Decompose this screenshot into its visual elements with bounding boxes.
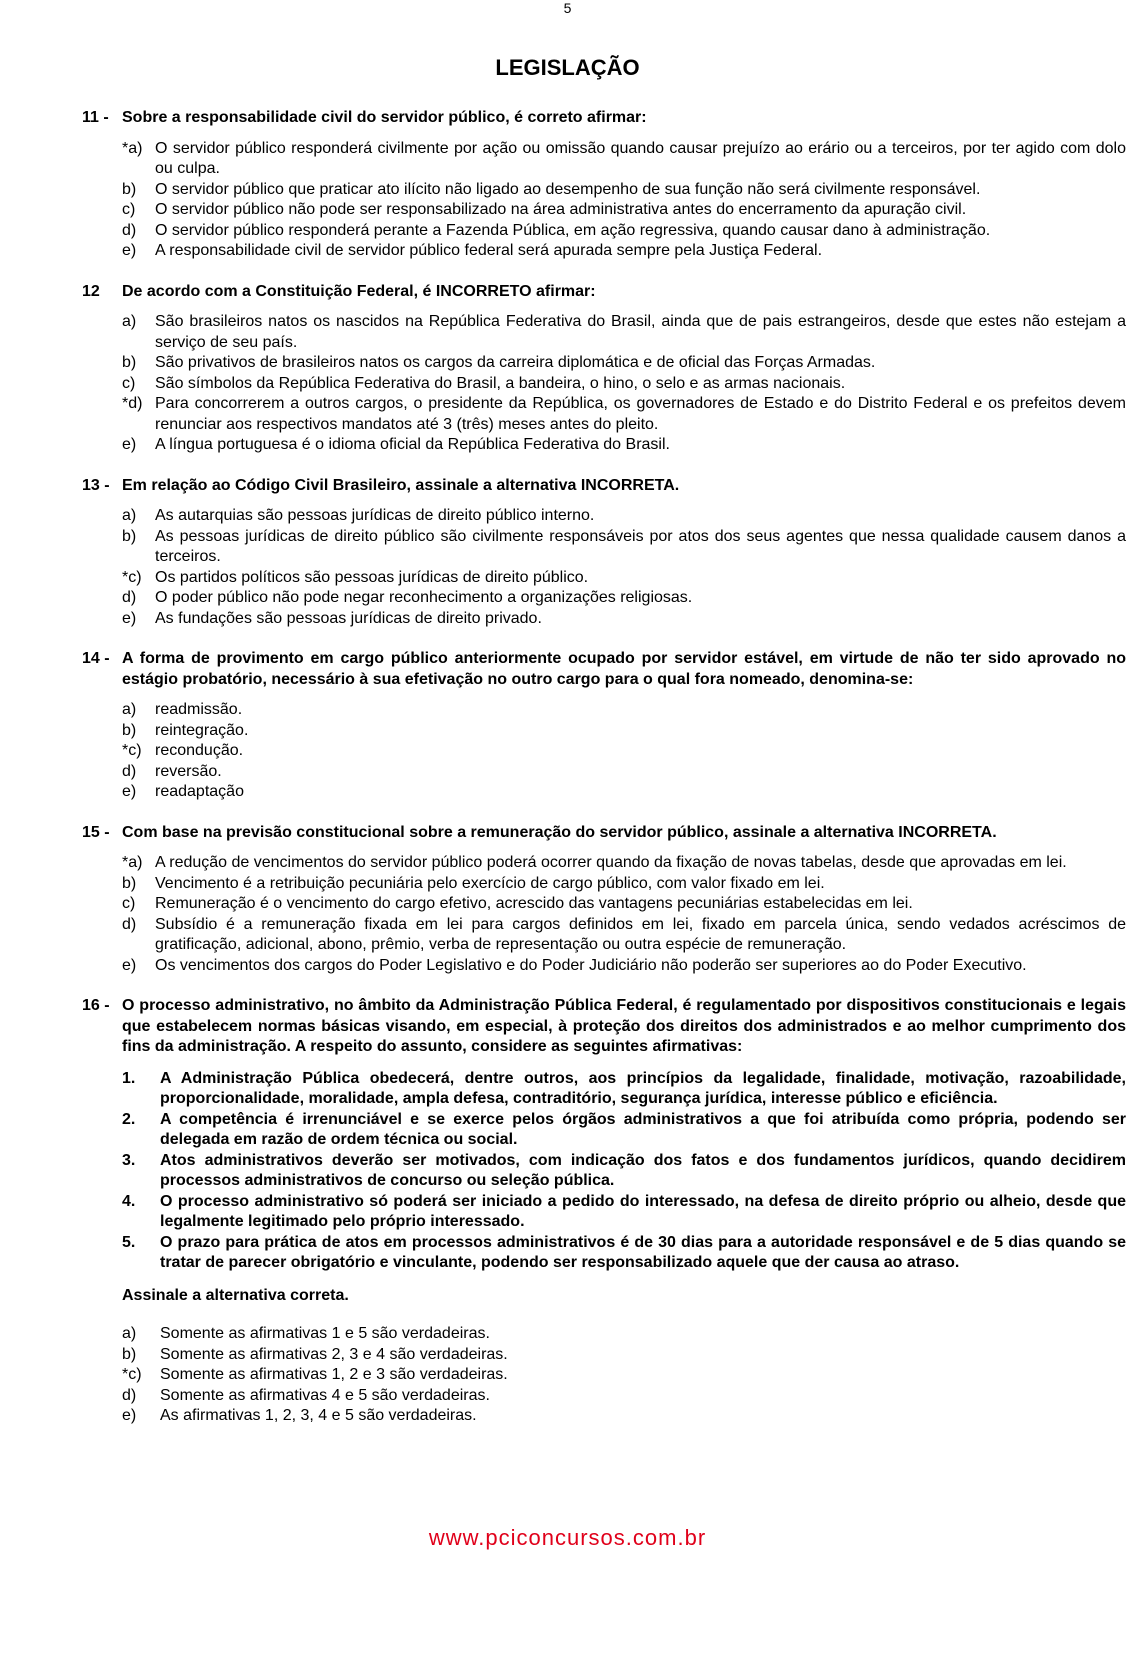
option-item [122, 435, 1126, 456]
option-letter: e) [122, 1407, 137, 1424]
option-letter: d) [122, 589, 137, 606]
question-text: A forma de provimento em cargo público anteriormente ocupado por servidor estável, em virtude de não ter sido aprovado no estágio probatório, necessário à sua efetivação no outro cargo para o qual fora nomeado, denomina-se: [122, 650, 1126, 688]
option-item [122, 956, 1126, 977]
question-text: Com base na previsão constitucional sobre a remuneração do servidor público, assinale a alternativa INCORRETA. [122, 823, 997, 841]
statement-text: A competência é irrenunciável e se exerce pelos órgãos administrativos a que foi atribuída como própria, podendo ser delegada em razão de ordem técnica ou social. [160, 1110, 1126, 1148]
option-item [122, 741, 1126, 762]
question-number: 16 - [82, 997, 110, 1014]
option-item [122, 180, 1126, 201]
option-item [122, 762, 1126, 783]
statement-list [82, 1069, 1126, 1274]
option-text: Somente as afirmativas 1, 2 e 3 são verdadeiras. [160, 1366, 508, 1383]
option-letter: e) [122, 956, 137, 974]
option-letter: d) [122, 221, 137, 239]
option-text: As fundações são pessoas jurídicas de direito privado. [155, 609, 542, 627]
option-text: A língua portuguesa é o idioma oficial da República Federativa do Brasil. [155, 436, 670, 453]
option-item [122, 1324, 1126, 1345]
question [82, 108, 1126, 262]
statement-number: 3. [122, 1151, 136, 1169]
option-item [122, 506, 1126, 527]
option-list [82, 1324, 1126, 1427]
option-item [122, 139, 1126, 180]
option-letter: *c) [122, 742, 142, 759]
statement-number: 2. [122, 1110, 136, 1128]
option-item [122, 721, 1126, 742]
option-text: Somente as afirmativas 1 e 5 são verdadeiras. [160, 1325, 490, 1342]
option-text: O poder público não pode negar reconhecimento a organizações religiosas. [155, 589, 693, 606]
questions-container [82, 108, 1126, 1447]
option-letter: b) [122, 1345, 137, 1363]
instruction-text: Assinale a alternativa correta. [122, 1286, 349, 1304]
option-item [122, 700, 1126, 721]
option-item [122, 527, 1126, 568]
statement-item [122, 1151, 1126, 1192]
option-letter: a) [122, 701, 137, 718]
option-text: As autarquias são pessoas jurídicas de direito público interno. [155, 507, 595, 524]
option-letter: c) [122, 374, 136, 392]
statement-item [122, 1192, 1126, 1233]
option-text: As afirmativas 1, 2, 3, 4 e 5 são verdadeiras. [160, 1407, 477, 1424]
statement-number: 5. [122, 1233, 136, 1251]
question [82, 282, 1126, 456]
option-letter: c) [122, 201, 136, 218]
option-text: A redução de vencimentos do servidor público poderá ocorrer quando da fixação de novas tabelas, desde que aprovadas em lei. [155, 854, 1067, 871]
option-letter: d) [122, 762, 137, 780]
option-letter: *a) [122, 139, 143, 157]
option-text: readaptação [155, 783, 244, 800]
question-header [82, 823, 1126, 844]
option-list [82, 853, 1126, 976]
option-item [122, 312, 1126, 353]
statement-item [122, 1110, 1126, 1151]
option-item [122, 874, 1126, 895]
option-letter: a) [122, 507, 137, 524]
question-number: 14 - [82, 650, 110, 667]
question-number: 12 [82, 282, 100, 300]
option-text: As pessoas jurídicas de direito público são civilmente responsáveis por atos dos seus agentes que nessa qualidade causem danos a terceiros. [155, 527, 1126, 565]
option-text: São símbolos da República Federativa do Brasil, a bandeira, o hino, o selo e as armas nacionais. [155, 374, 846, 392]
option-item [122, 894, 1126, 915]
question-header [82, 996, 1126, 1058]
option-text: reintegração. [155, 721, 249, 739]
question-text: Em relação ao Código Civil Brasileiro, assinale a alternativa INCORRETA. [122, 476, 680, 494]
option-letter: *c) [122, 1366, 142, 1383]
option-letter: d) [122, 915, 137, 933]
page-title: LEGISLAÇÃO [495, 55, 640, 80]
question-16 [82, 996, 1126, 1427]
statement-item [122, 1069, 1126, 1110]
option-text: Somente as afirmativas 2, 3 e 4 são verdadeiras. [160, 1345, 508, 1363]
question-number: 13 - [82, 476, 110, 494]
option-list [82, 139, 1126, 262]
question-text: Sobre a responsabilidade civil do servidor público, é correto afirmar: [122, 109, 647, 126]
option-letter: *c) [122, 568, 142, 586]
option-letter: e) [122, 436, 137, 453]
statement-number: 1. [122, 1069, 136, 1087]
option-letter: b) [122, 180, 137, 198]
option-text: Os vencimentos dos cargos do Poder Legislativo e do Poder Judiciário não poderão ser superiores ao do Poder Executivo. [155, 956, 1027, 974]
option-list [82, 312, 1126, 456]
option-item [122, 1406, 1126, 1427]
option-letter: e) [122, 783, 137, 800]
question-text: De acordo com a Constituição Federal, é INCORRETO afirmar: [122, 282, 596, 300]
option-letter: e) [122, 242, 137, 259]
question-header [82, 282, 1126, 303]
option-letter: b) [122, 721, 137, 739]
option-text: Remuneração é o vencimento do cargo efetivo, acrescido das vantagens pecuniárias estabelecidas em lei. [155, 895, 913, 912]
option-item [122, 353, 1126, 374]
question-header [82, 108, 1126, 129]
option-letter: d) [122, 1386, 137, 1404]
option-text: Somente as afirmativas 4 e 5 são verdadeiras. [160, 1386, 490, 1404]
option-text: Subsídio é a remuneração fixada em lei para cargos definidos em lei, fixado em parcela única, sendo vedados acréscimos de gratificação, adicional, abono, prêmio, verba de representação ou outra espécie de remuneração. [155, 915, 1126, 953]
option-item [122, 200, 1126, 221]
statement-text: O processo administrativo só poderá ser iniciado a pedido do interessado, na defesa de direito próprio ou alheio, desde que legalmente legitimado pelo próprio interessado. [160, 1192, 1126, 1230]
option-text: reversão. [155, 762, 222, 780]
option-letter: a) [122, 1325, 137, 1342]
option-text: O servidor público não pode ser responsabilizado na área administrativa antes do encerramento da apuração civil. [155, 201, 967, 218]
statement-text: O prazo para prática de atos em processos administrativos é de 30 dias para a autoridade responsável e de 5 dias quando se tratar de parecer obrigatório e vinculante, podendo ser responsabilizado aquele que der causa ao atraso. [160, 1233, 1126, 1271]
statement-item [122, 1233, 1126, 1274]
question [82, 823, 1126, 977]
option-letter: b) [122, 527, 137, 545]
option-text: Vencimento é a retribuição pecuniária pelo exercício de cargo público, com valor fixado em lei. [155, 874, 825, 892]
statement-text: A Administração Pública obedecerá, dentre outros, aos princípios da legalidade, finalidade, motivação, razoabilidade, proporcionalidade, moralidade, ampla defesa, contraditório, segurança jurídica, interesse público e eficiência. [160, 1069, 1126, 1107]
option-item [122, 853, 1126, 874]
option-letter: e) [122, 609, 137, 627]
option-item [122, 1386, 1126, 1407]
option-letter: *a) [122, 854, 143, 871]
option-text: recondução. [155, 742, 244, 759]
question-header [82, 476, 1126, 497]
option-list [82, 700, 1126, 803]
option-item [122, 394, 1126, 435]
option-letter: c) [122, 895, 136, 912]
option-item [122, 241, 1126, 262]
page-number: 5 [563, 0, 572, 16]
option-text: Para concorrerem a outros cargos, o presidente da República, os governadores de Estado e do Distrito Federal e os prefeitos devem renunciar aos respectivos mandatos até 3 (três) meses antes do pleito. [155, 395, 1126, 433]
option-letter: *d) [122, 395, 143, 412]
option-text: Os partidos políticos são pessoas jurídicas de direito público. [155, 568, 589, 586]
option-letter: b) [122, 874, 137, 892]
question-text: O processo administrativo, no âmbito da Administração Pública Federal, é regulamentado por dispositivos constitucionais e legais que estabelecem normas básicas visando, em especial, à proteção dos direitos dos administrados e ao melhor cumprimento dos fins da administração. A respeito do assunto, considere as seguintes afirmativas: [122, 997, 1126, 1055]
question-list [82, 108, 1126, 976]
option-item [122, 221, 1126, 242]
option-item [122, 609, 1126, 630]
option-text: readmissão. [155, 701, 243, 718]
option-text: A responsabilidade civil de servidor público federal será apurada sempre pela Justiça Federal. [155, 242, 823, 259]
option-list [82, 506, 1126, 629]
option-letter: a) [122, 313, 137, 330]
option-item [122, 374, 1126, 395]
option-letter: b) [122, 354, 137, 371]
option-text: O servidor público que praticar ato ilícito não ligado ao desempenho de sua função não será civilmente responsável. [155, 180, 981, 198]
option-item [122, 1345, 1126, 1366]
footer-url: www.pciconcursos.com.br [428, 1525, 707, 1550]
option-text: São privativos de brasileiros natos os cargos da carreira diplomática e de oficial das Forças Armadas. [155, 354, 876, 371]
option-item [122, 1365, 1126, 1386]
option-item [122, 588, 1126, 609]
option-item [122, 915, 1126, 956]
question [82, 649, 1126, 803]
statement-number: 4. [122, 1192, 136, 1210]
question [82, 476, 1126, 630]
question-number: 15 - [82, 823, 110, 841]
statement-text: Atos administrativos deverão ser motivados, com indicação dos fatos e dos fundamentos jurídicos, quando decidirem processos administrativos de concurso ou seleção pública. [160, 1151, 1126, 1189]
option-item [122, 782, 1126, 803]
question-number: 11 - [82, 109, 109, 126]
option-text: O servidor público responderá civilmente por ação ou omissão quando causar prejuízo ao erário ou a terceiros, por ter agido com dolo ou culpa. [155, 139, 1126, 177]
question-header [82, 649, 1126, 690]
option-text: O servidor público responderá perante a Fazenda Pública, em ação regressiva, quando causar dano à administração. [155, 221, 991, 239]
option-text: São brasileiros natos os nascidos na República Federativa do Brasil, ainda que de pais estrangeiros, desde que estes não estejam a serviço de seu país. [155, 313, 1126, 351]
option-item [122, 568, 1126, 589]
